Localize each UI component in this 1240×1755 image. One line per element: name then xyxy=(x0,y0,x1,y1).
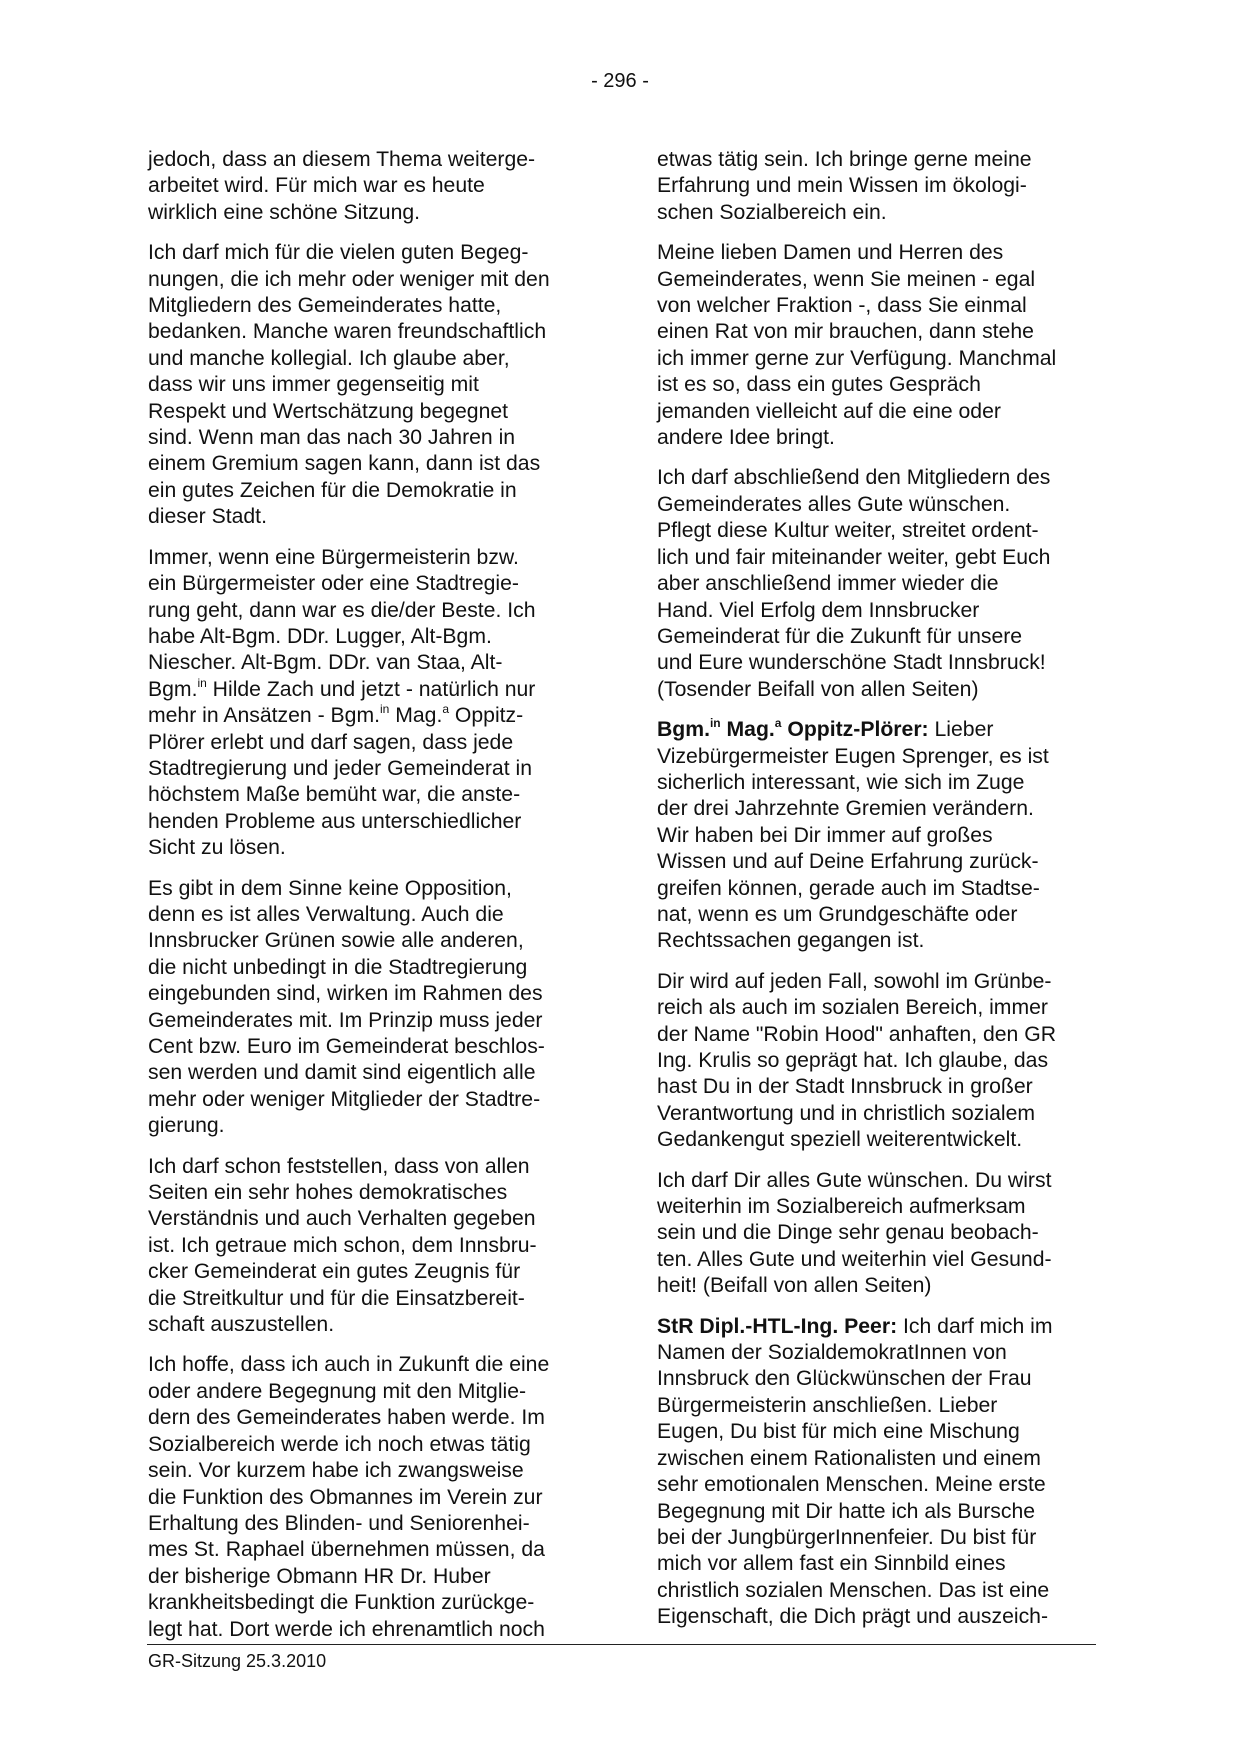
paragraph xyxy=(148,1352,588,1642)
text-line: sind. Wenn man das nach 30 Jahren in xyxy=(148,426,516,450)
text-line: eingebunden sind, wirken im Rahmen des xyxy=(148,982,543,1006)
text-line: Eugen, Du bist für mich eine Mischung xyxy=(657,1420,1020,1444)
text-line: der Name "Robin Hood" anhaften, den GR xyxy=(657,1022,1057,1046)
text-line: die Streitkultur und für die Einsatzbereit- xyxy=(148,1286,525,1310)
text-line: von welcher Fraktion -, dass Sie einmal xyxy=(657,294,1027,318)
text-line: ten. Alles Gute und weiterhin viel Gesund- xyxy=(657,1247,1052,1271)
text-line: Ich hoffe, dass ich auch in Zukunft die eine xyxy=(148,1353,550,1377)
right-column xyxy=(657,147,1102,1631)
text-line: rung geht, dann war es die/der Beste. Ich xyxy=(148,598,536,622)
footer-session-date: GR-Sitzung 25.3.2010 xyxy=(148,1651,327,1671)
text-line: legt hat. Dort werde ich ehrenamtlich noch xyxy=(148,1617,545,1641)
text-line: Niescher. Alt-Bgm. DDr. van Staa, Alt- xyxy=(148,651,503,675)
text-line: reich als auch im sozialen Bereich, immer xyxy=(657,996,1048,1020)
text-line: oder andere Begegnung mit den Mitglie- xyxy=(148,1379,527,1403)
text-line: henden Probleme aus unterschiedlicher xyxy=(148,809,522,833)
text-line: Stadtregierung und jeder Gemeinderat in xyxy=(148,756,532,780)
text-line: einem Gremium sagen kann, dann ist das xyxy=(148,452,541,476)
text-line: cker Gemeinderat ein gutes Zeugnis für xyxy=(148,1260,521,1284)
paragraph xyxy=(657,969,1102,1154)
text-line: sein. Vor kurzem habe ich zwangsweise xyxy=(148,1459,524,1483)
text-line: Gedankengut speziell weiterentwickelt. xyxy=(657,1128,1023,1152)
paragraph-mayors xyxy=(148,545,588,862)
text-line: dass wir uns immer gegenseitig mit xyxy=(148,373,479,397)
text-line: Pflegt diese Kultur weiter, streitet ordent- xyxy=(657,519,1039,543)
text-line: Seiten ein sehr hohes demokratisches xyxy=(148,1181,508,1205)
text-line: nungen, die ich mehr oder weniger mit den xyxy=(148,267,550,291)
text-line: Sozialbereich werde ich noch etwas tätig xyxy=(148,1432,531,1456)
left-column xyxy=(148,147,588,1643)
superscript: a xyxy=(774,716,782,731)
text-line: arbeitet wird. Für mich war es heute xyxy=(148,174,485,198)
paragraph xyxy=(148,240,588,530)
text-line: denn es ist alles Verwaltung. Auch die xyxy=(148,902,504,926)
text-line: Namen der SozialdemokratInnen von xyxy=(657,1341,1007,1365)
superscript: in xyxy=(709,716,721,731)
page-number: - 296 - xyxy=(591,70,649,92)
text-line: sehr emotionalen Menschen. Meine erste xyxy=(657,1473,1046,1497)
paragraph-speech xyxy=(657,717,1102,955)
text-line: ein gutes Zeichen für die Demokratie in xyxy=(148,478,517,502)
text-line: habe Alt-Bgm. DDr. Lugger, Alt-Bgm. xyxy=(148,624,492,648)
text-line: Erfahrung und mein Wissen im ökologi- xyxy=(657,174,1027,198)
paragraph xyxy=(148,1154,588,1339)
text-line: mich vor allem fast ein Sinnbild eines xyxy=(657,1552,1006,1576)
superscript: in xyxy=(380,702,390,717)
text-line: ist es so, dass ein gutes Gespräch xyxy=(657,373,981,397)
text-line: Erhaltung des Blinden- und Seniorenhei- xyxy=(148,1511,530,1535)
superscript: in xyxy=(197,675,207,690)
text-line: ein Bürgermeister oder eine Stadtregie- xyxy=(148,572,519,596)
text-line: und Eure wunderschöne Stadt Innsbruck! xyxy=(657,651,1046,675)
text-line: Gemeinderates mit. Im Prinzip muss jeder xyxy=(148,1008,543,1032)
paragraph xyxy=(657,1168,1102,1300)
text-line: dieser Stadt. xyxy=(148,505,267,529)
text-line: greifen können, gerade auch im Stadtse- xyxy=(657,876,1040,900)
text-line: Respekt und Wertschätzung begegnet xyxy=(148,399,509,423)
text-line: Bgm. xyxy=(148,677,198,701)
text-line: Es gibt in dem Sinne keine Opposition, xyxy=(148,876,512,900)
text-line: bei der JungbürgerInnenfeier. Du bist für xyxy=(657,1525,1037,1549)
text-line: Ich darf mich im xyxy=(897,1314,1053,1338)
text-line: mehr in Ansätzen - Bgm. xyxy=(148,704,380,728)
text-line: Ich darf abschließend den Mitgliedern des xyxy=(657,466,1051,490)
text-line: sen werden und damit sind eigentlich alle xyxy=(148,1061,536,1085)
text-line: weiterhin im Sozialbereich aufmerksam xyxy=(657,1195,1026,1219)
superscript: a xyxy=(442,702,450,717)
speaker-name: StR Dipl.-HTL-Ing. Peer: xyxy=(657,1314,898,1338)
text-line: ich immer gerne zur Verfügung. Manchmal xyxy=(657,346,1057,370)
text-line: mes St. Raphael übernehmen müssen, da xyxy=(148,1538,545,1562)
text-line: krankheitsbedingt die Funktion zurückge- xyxy=(148,1591,535,1615)
text-line: Plörer erlebt und darf sagen, dass jede xyxy=(148,730,514,754)
text-line: sein und die Dinge sehr genau beobach- xyxy=(657,1221,1039,1245)
text-line: Mag. xyxy=(389,704,443,728)
paragraph xyxy=(148,876,588,1140)
text-line: der bisherige Obmann HR Dr. Huber xyxy=(148,1564,491,1588)
text-line: gierung. xyxy=(148,1114,225,1138)
text-line: bedanken. Manche waren freundschaftlich xyxy=(148,320,547,344)
text-line: Ich darf Dir alles Gute wünschen. Du wirst xyxy=(657,1168,1052,1192)
text-line: Verantwortung und in christlich sozialem xyxy=(657,1101,1036,1125)
text-line: sicherlich interessant, wie sich im Zuge xyxy=(657,770,1025,794)
text-line: Immer, wenn eine Bürgermeisterin bzw. xyxy=(148,545,519,569)
text-line: schen Sozialbereich ein. xyxy=(657,200,887,224)
text-line: Gemeinderat für die Zukunft für unsere xyxy=(657,624,1023,648)
text-line: Innsbrucker Grünen sowie alle anderen, xyxy=(148,929,524,953)
text-line: jedoch, dass an diesem Thema weiterge- xyxy=(148,148,536,171)
text-line: dern des Gemeinderates haben werde. Im xyxy=(148,1406,545,1430)
text-line: mehr oder weniger Mitglieder der Stadtre- xyxy=(148,1087,541,1111)
text-line: Bürgermeisterin anschließen. Lieber xyxy=(657,1393,998,1417)
paragraph xyxy=(148,147,588,226)
paragraph xyxy=(657,240,1102,451)
text-line: hast Du in der Stadt Innsbruck in großer xyxy=(657,1075,1033,1099)
text-line: Verständnis und auch Verhalten gegeben xyxy=(148,1207,536,1231)
text-line: wirklich eine schöne Sitzung. xyxy=(148,200,421,224)
footer-divider xyxy=(147,1644,1096,1645)
text-line: andere Idee bringt. xyxy=(657,426,835,450)
text-line: Mitgliedern des Gemeinderates hatte, xyxy=(148,294,502,318)
text-line: schaft auszustellen. xyxy=(148,1313,335,1337)
text-line: Gemeinderates, wenn Sie meinen - egal xyxy=(657,267,1036,291)
text-line: Sicht zu lösen. xyxy=(148,836,286,860)
text-line: ist. Ich getraue mich schon, dem Innsbru- xyxy=(148,1233,537,1257)
text-line: Gemeinderates alles Gute wünschen. xyxy=(657,492,1011,516)
text-line: Vizebürgermeister Eugen Sprenger, es ist xyxy=(657,744,1049,768)
text-line: Meine lieben Damen und Herren des xyxy=(657,241,1004,265)
paragraph xyxy=(657,147,1102,226)
text-line: Innsbruck den Glückwünschen der Frau xyxy=(657,1367,1032,1391)
text-line: Lieber xyxy=(928,718,994,742)
text-line: höchstem Maße bemüht war, die anste- xyxy=(148,783,521,807)
paragraph-speech xyxy=(657,1314,1102,1631)
text-line: Dir wird auf jeden Fall, sowohl im Grünbe- xyxy=(657,969,1052,993)
text-line: (Tosender Beifall von allen Seiten) xyxy=(657,677,979,701)
text-line: lich und fair miteinander weiter, gebt Euch xyxy=(657,545,1051,569)
text-line: Ich darf mich für die vielen guten Begeg- xyxy=(148,241,529,265)
text-line: heit! (Beifall von allen Seiten) xyxy=(657,1274,932,1298)
text-line: Hand. Viel Erfolg dem Innsbrucker xyxy=(657,598,980,622)
text-line: Eigenschaft, die Dich prägt und auszeich- xyxy=(657,1605,1049,1629)
text-line: christlich sozialen Menschen. Das ist eine xyxy=(657,1578,1050,1602)
text-line: etwas tätig sein. Ich bringe gerne meine xyxy=(657,148,1032,171)
text-line: aber anschließend immer wieder die xyxy=(657,572,999,596)
text-line: die Funktion des Obmannes im Verein zur xyxy=(148,1485,543,1509)
text-line: jemanden vielleicht auf die eine oder xyxy=(657,399,1001,423)
text-line: Oppitz- xyxy=(449,704,524,728)
text-line: Begegnung mit Dir hatte ich als Bursche xyxy=(657,1499,1036,1523)
text-line: zwischen einem Rationalisten und einem xyxy=(657,1446,1041,1470)
text-line: Cent bzw. Euro im Gemeinderat beschlos- xyxy=(148,1035,545,1058)
text-line: Wir haben bei Dir immer auf großes xyxy=(657,823,993,847)
text-line: nat, wenn es um Grundgeschäfte oder xyxy=(657,902,1018,926)
text-line: Ing. Krulis so geprägt hat. Ich glaube, das xyxy=(657,1049,1049,1072)
text-line: einen Rat von mir brauchen, dann stehe xyxy=(657,320,1034,344)
paragraph xyxy=(657,465,1102,703)
text-line: und manche kollegial. Ich glaube aber, xyxy=(148,346,510,370)
text-line: Rechtssachen gegangen ist. xyxy=(657,929,925,953)
speaker-name: Bgm.$^{in}$ Mag.$^a$ Oppitz-Plörer: xyxy=(657,716,929,742)
text-line: Ich darf schon feststellen, dass von allen xyxy=(148,1154,530,1178)
text-line: Wissen und auf Deine Erfahrung zurück- xyxy=(657,850,1039,874)
text-line: der drei Jahrzehnte Gremien verändern. xyxy=(657,797,1034,821)
text-line: Hilde Zach und jetzt - natürlich nur xyxy=(206,677,536,701)
text-line: die nicht unbedingt in die Stadtregierung xyxy=(148,955,528,979)
